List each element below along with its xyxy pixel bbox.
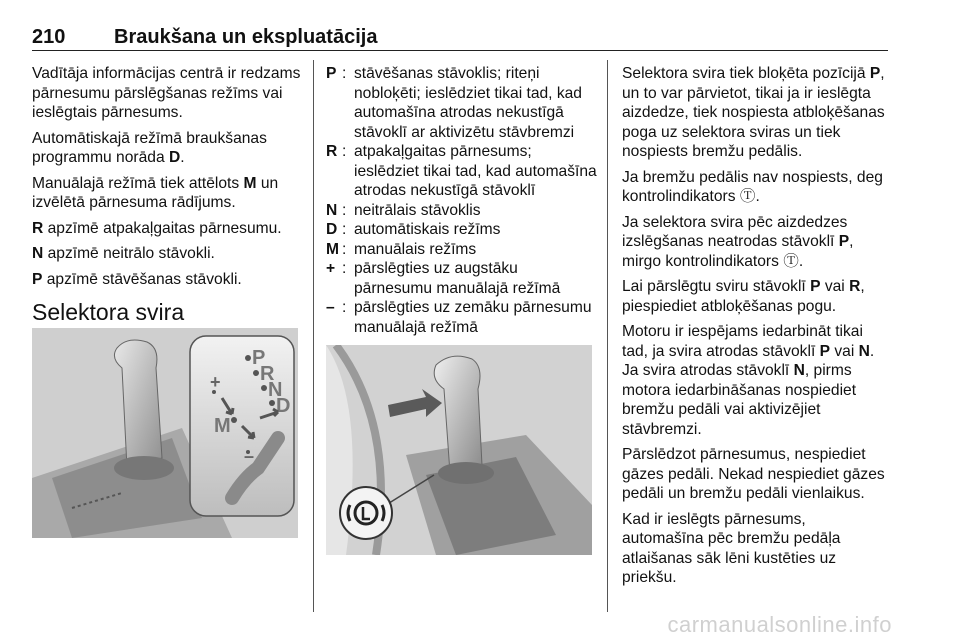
brake-indicator-icon: Ⓣ (739, 188, 756, 205)
running-title: Braukšana un ekspluatācija (114, 26, 378, 48)
paragraph: Kad ir ieslēgts pārnesums, automašīna pēc bremžu pedāļa atlaišanas sāk lēni kustēties uz priekšu. (622, 510, 841, 586)
label-n: N (268, 379, 283, 401)
label-m: M (214, 415, 231, 437)
gear-lever-brake-figure (326, 345, 592, 555)
definition-item: M : manuālais režīms (326, 240, 477, 258)
label-r: R (260, 363, 275, 385)
paragraph: Motoru ir iespējams iedarbināt tikai tad, ja svira atrodas stāvoklī P vai N. Ja svira atrodas stāvoklī N, pirms motora iedarbināšanas nospiediet bremžu pedāli vai aktivizējiet stāvbremzi. (622, 323, 875, 438)
paragraph: Manuālajā režīmā tiek attēlots M un izvēlētā pārnesuma rādījums. (32, 174, 279, 211)
definition-item: + : pārslēgties uz augstāku pārnesumu manuālajā režīmā (326, 260, 561, 297)
section-heading: Selektora svira (32, 299, 185, 325)
column-1 (32, 64, 302, 331)
definition-item: N : neitrālais stāvoklis (326, 201, 481, 219)
paragraph: Ja bremžu pedālis nav nospiests, deg kontrolindikators Ⓣ. (622, 168, 883, 205)
page-header (32, 26, 888, 51)
paragraph: Lai pārslēgtu sviru stāvoklī P vai R, piespiediet atbloķēšanas pogu. (622, 278, 865, 315)
definition-item: D : automātiskais režīms (326, 221, 501, 238)
column-3 (622, 64, 890, 594)
label-p: P (252, 347, 266, 369)
paragraph: R apzīmē atpakaļgaitas pārnesumu. (32, 219, 282, 237)
paragraph: Selektora svira tiek bloķēta pozīcijā P, un to var pārvietot, tikai ja ir ieslēgta aizdedze, tiek nospiesta atbloķēšanas poga uz selektora sviras un tiek nospiests bremžu pedālis. (622, 65, 885, 160)
label-minus: – (244, 446, 255, 466)
definition-item: P : stāvēšanas stāvoklis; riteņi nobloķēti; ieslēdziet tikai tad, kad automašīna atrodas nekustīgā stāvoklī ar aktivizētu stāvbremzi (326, 65, 582, 141)
definition-list (326, 64, 598, 337)
page-number: 210 (32, 26, 66, 48)
definition-item: R : atpakaļgaitas pārnesums; ieslēdziet tikai tad, kad automašīna atrodas nekustīgā stāvoklī (326, 143, 597, 199)
paragraph: Ja selektora svira pēc aizdedzes izslēgšanas neatrodas stāvoklī P, mirgo kontrolindikators Ⓣ. (622, 213, 854, 270)
gear-lever-illustration (326, 345, 592, 555)
label-d: D (276, 395, 291, 417)
definition-item: – : pārslēgties uz zemāku pārnesumu manuālajā režīmā (326, 299, 592, 336)
column-divider (607, 60, 608, 612)
label-plus: + (210, 372, 221, 392)
paragraph: Vadītāja informācijas centrā ir redzams pārnesumu pārslēgšanas režīms vai ieslēgtais pārnesums. (32, 65, 301, 121)
paragraph: N apzīmē neitrālo stāvokli. (32, 245, 215, 262)
column-divider (313, 60, 314, 612)
gear-selector-illustration (32, 328, 298, 538)
brake-indicator-icon: Ⓣ (783, 252, 799, 270)
gear-selector-figure (32, 328, 298, 538)
paragraph: Pārslēdzot pārnesumus, nespiediet gāzes pedāli. Nekad nespiediet gāzes pedāli un bremžu pedāli vienlaikus. (622, 446, 885, 502)
paragraph: Automātiskajā režīmā braukšanas programmu norāda D. (32, 129, 267, 166)
watermark: carmanualsonline.info (667, 612, 892, 637)
paragraph: P apzīmē stāvēšanas stāvokli. (32, 270, 242, 288)
